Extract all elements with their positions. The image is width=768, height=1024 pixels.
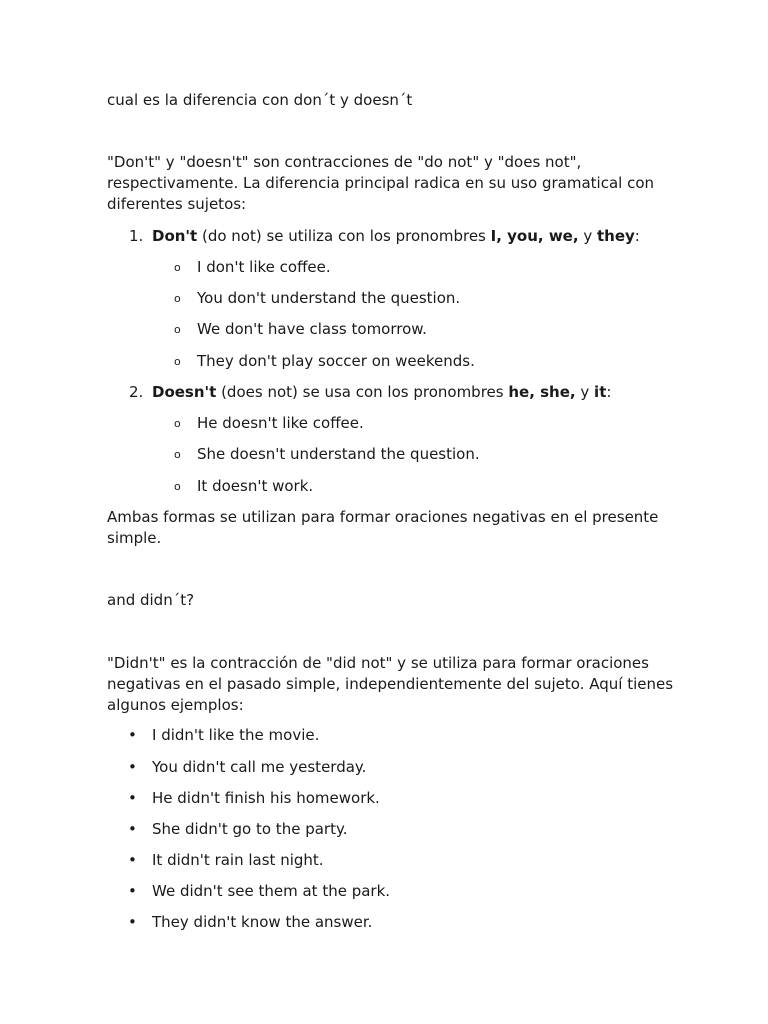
conjunction: y (578, 227, 597, 245)
circle-bullet-icon: o (174, 355, 181, 368)
example-text: You don't understand the question. (197, 289, 461, 307)
example-text: We didn't see them at the park. (152, 882, 391, 900)
example-text: They didn't know the answer. (152, 913, 373, 931)
pronoun-last: it (594, 383, 607, 401)
term-dont: Don't (152, 227, 198, 245)
term-doesnt: Doesn't (152, 383, 217, 401)
example-text: She didn't go to the party. (152, 820, 348, 838)
bullet-icon: • (128, 789, 137, 807)
pronoun-last: they (596, 227, 635, 245)
example-text: It didn't rain last night. (152, 851, 324, 869)
bullet-icon: • (128, 820, 137, 838)
pronouns: I, you, we, (490, 227, 579, 245)
example-text: You didn't call me yesterday. (152, 758, 367, 776)
answer-1-intro: "Don't" y "doesn't" son contracciones de "do not" y "does not", respectivamente. La diferencia principal radica en su uso gramatical con diferentes sujetos: (107, 153, 655, 213)
conjunction: y (575, 383, 595, 401)
colon: : (606, 383, 612, 401)
circle-bullet-icon: o (174, 480, 181, 493)
bullet-icon: • (128, 726, 137, 744)
pronouns: he, she, (508, 383, 576, 401)
example-text: He doesn't like coffee. (197, 414, 364, 432)
list-number: 1. (129, 227, 144, 245)
circle-bullet-icon: o (174, 292, 181, 305)
bullet-icon: • (128, 913, 137, 931)
example-text: She doesn't understand the question. (197, 445, 480, 463)
bullet-icon: • (128, 758, 137, 776)
answer-2-intro: "Didn't" es la contracción de "did not" y se utiliza para formar oraciones negativas en el pasado simple, independientemente del sujeto. Aquí tienes algunos ejemplos: (107, 654, 674, 714)
circle-bullet-icon: o (174, 323, 181, 336)
answer-1-conclusion: Ambas formas se utilizan para formar oraciones negativas en el presente simple. (107, 508, 659, 547)
list-item-text (152, 382, 611, 403)
colon: : (634, 227, 640, 245)
list-item-text (152, 226, 640, 247)
list-number: 2. (129, 383, 144, 401)
circle-bullet-icon: o (174, 448, 181, 461)
bullet-icon: • (128, 851, 137, 869)
example-text: They don't play soccer on weekends. (197, 352, 475, 370)
example-text: We don't have class tomorrow. (197, 320, 427, 338)
question-2: and didn´t? (107, 591, 195, 609)
circle-bullet-icon: o (174, 417, 181, 430)
question-1: cual es la diferencia con don´t y doesn´t (107, 91, 413, 109)
example-text: I didn't like the movie. (152, 726, 320, 744)
circle-bullet-icon: o (174, 261, 181, 274)
term-description: (do not) se utiliza con los pronombres (197, 227, 491, 245)
term-description: (does not) se usa con los pronombres (216, 383, 509, 401)
example-text: It doesn't work. (197, 477, 314, 495)
example-text: I don't like coffee. (197, 258, 331, 276)
bullet-icon: • (128, 882, 137, 900)
example-text: He didn't finish his homework. (152, 789, 380, 807)
